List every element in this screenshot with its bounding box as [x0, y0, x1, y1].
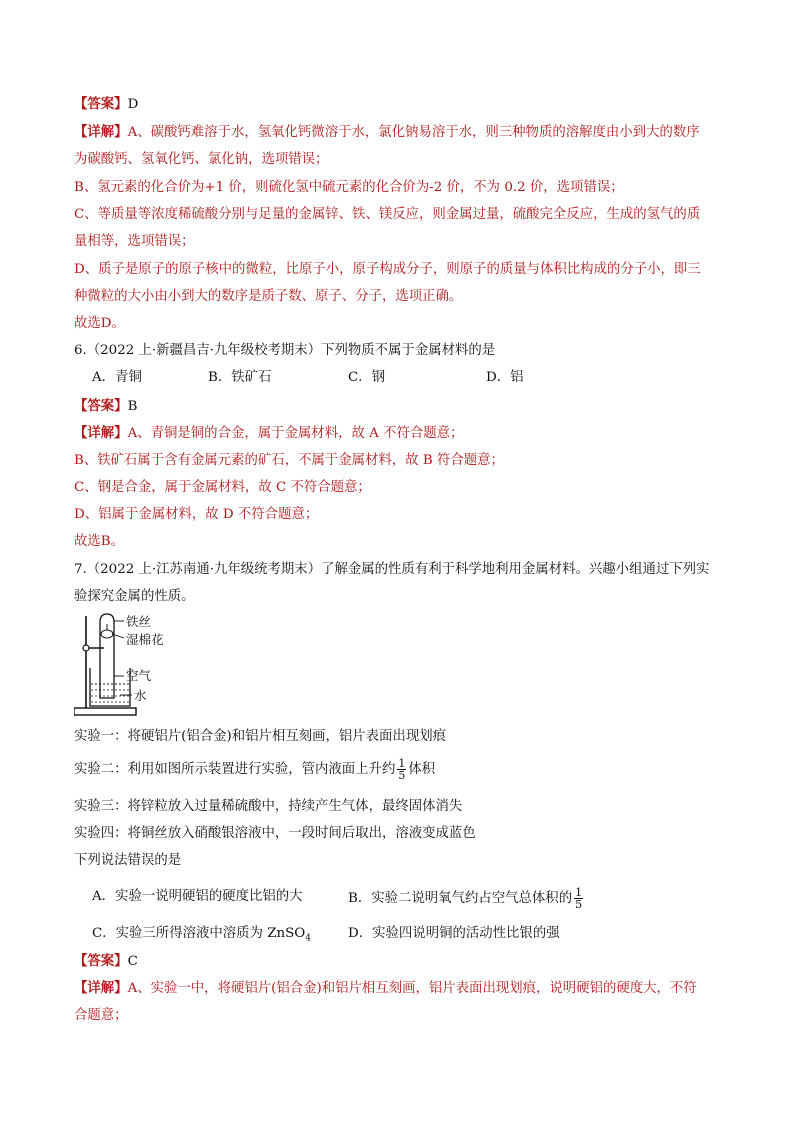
fraction-one-fifth: [397, 758, 406, 781]
q7-exp3: 实验三：将锌粒放入过量稀硫酸中，持续产生气体，最终固体消失: [74, 799, 463, 814]
q5-detail-a1: [74, 122, 734, 143]
answer-value: D: [127, 97, 139, 112]
exp2-text: 实验二：利用如图所示装置进行实验，管内液面上升约: [74, 762, 396, 777]
q6-conclusion: 故选B。: [74, 534, 125, 549]
fraction-one-fifth: [574, 887, 583, 910]
q6-answer: [74, 396, 734, 417]
q5-detail-d1: D、质子是原子的原子核中的微粒，比原子小，原子构成分子，则原子的质量与体积比构成的分子小，即三: [74, 262, 701, 277]
subscript: 4: [305, 933, 312, 944]
option-c-text: C．实验三所得溶液中溶质为 ZnSO: [92, 926, 306, 941]
answer-tag: 【答案】: [74, 398, 128, 414]
detail-tag: 【详解】: [74, 980, 128, 996]
label-air: 空气: [126, 668, 152, 683]
detail-text: A、实验一中，将硬铝片(铝合金)和铝片相互刻画，铝片表面出现划痕，说明硬铝的硬度大，不符: [127, 981, 697, 996]
answer-tag: 【答案】: [74, 96, 128, 112]
fraction-denominator: 5: [398, 769, 406, 782]
q6-detail-d: D、铝属于金属材料，故 D 不符合题意；: [74, 507, 319, 522]
answer-value: C: [127, 954, 138, 969]
q7-option-a: A．实验一说明硬铝的硬度比铝的大: [92, 889, 303, 904]
label-iron-wire: 铁丝: [126, 614, 152, 629]
q6-detail-c: C、钢是合金，属于金属材料，故 C 不符合题意；: [74, 480, 371, 495]
q7-exp2: [74, 758, 734, 781]
q5-conclusion: 故选D。: [74, 316, 125, 331]
label-wet-cotton: 湿棉花: [126, 632, 164, 647]
label-water: 水: [134, 688, 147, 703]
q6-detail-a: [74, 423, 734, 444]
q7-answer: [74, 951, 734, 972]
q7-exp1: 实验一：将硬铝片(铝合金)和铝片相互刻画，铝片表面出现划痕: [74, 729, 446, 744]
q6-stem: 6.（2022 上·新疆昌吉·九年级校考期末）下列物质不属于金属材料的是: [74, 343, 496, 358]
q5-detail-b: B、氢元素的化合价为+1 价，则硫化氢中硫元素的化合价为-2 价，不为 0.2 价，选项错误；: [74, 180, 624, 195]
q7-stem-line2: 验探究金属的性质。: [74, 589, 195, 604]
exp2-text-end: 体积: [408, 762, 436, 777]
q5-detail-d2: 种微粒的大小由小到大的数序是质子数、原子、分子，选项正确。: [74, 289, 463, 304]
q6-option-b: B．铁矿石: [208, 370, 272, 385]
q5-detail-c2: 量相等，选项错误；: [74, 234, 195, 249]
q7-question: 下列说法错误的是: [74, 853, 182, 868]
q7-option-d: D．实验四说明铜的活动性比银的强: [348, 926, 560, 941]
experiment-apparatus-figure: [74, 612, 184, 718]
q6-option-d: D．铝: [486, 370, 524, 385]
q7-option-b: [348, 887, 585, 910]
q5-detail-c1: C、等质量等浓度稀硫酸分别与足量的金属锌、铁、镁反应，则金属过量，硫酸完全反应，生成的氢气的质: [74, 207, 701, 222]
q7-detail-a2: 合题意；: [74, 1008, 128, 1023]
answer-tag: 【答案】: [74, 953, 128, 969]
option-b-text: B．实验二说明氧气约占空气总体积的: [348, 891, 573, 906]
q5-answer: [74, 94, 734, 115]
fraction-numerator: 1: [398, 757, 406, 770]
q6-option-c: C．钢: [348, 370, 386, 385]
detail-tag: 【详解】: [74, 425, 128, 441]
q7-exp4: 实验四：将铜丝放入硝酸银溶液中，一段时间后取出，溶液变成蓝色: [74, 826, 476, 841]
fraction-numerator: 1: [575, 886, 583, 899]
detail-text: A、青铜是铜的合金，属于金属材料，故 A 不符合题意；: [127, 426, 464, 441]
q5-detail-a2: 为碳酸钙、氢氧化钙、氯化钠，选项错误；: [74, 152, 329, 167]
detail-text: A、碳酸钙难溶于水，氢氧化钙微溶于水，氯化钠易溶于水，则三种物质的溶解度由小到大的数序: [127, 125, 700, 140]
q6-detail-b: B、铁矿石属于含有金属元素的矿石，不属于金属材料，故 B 符合题意；: [74, 453, 504, 468]
detail-tag: 【详解】: [74, 124, 128, 140]
fraction-denominator: 5: [575, 898, 583, 911]
q7-option-c: [92, 924, 311, 949]
q7-detail-a1: [74, 978, 734, 999]
q6-option-a: A．青铜: [92, 370, 142, 385]
answer-value: B: [127, 399, 138, 414]
q7-stem-line1: 7.（2022 上·江苏南通·九年级统考期末）了解金属的性质有利于科学地利用金属材料。兴趣小组通过下列实: [74, 562, 710, 577]
